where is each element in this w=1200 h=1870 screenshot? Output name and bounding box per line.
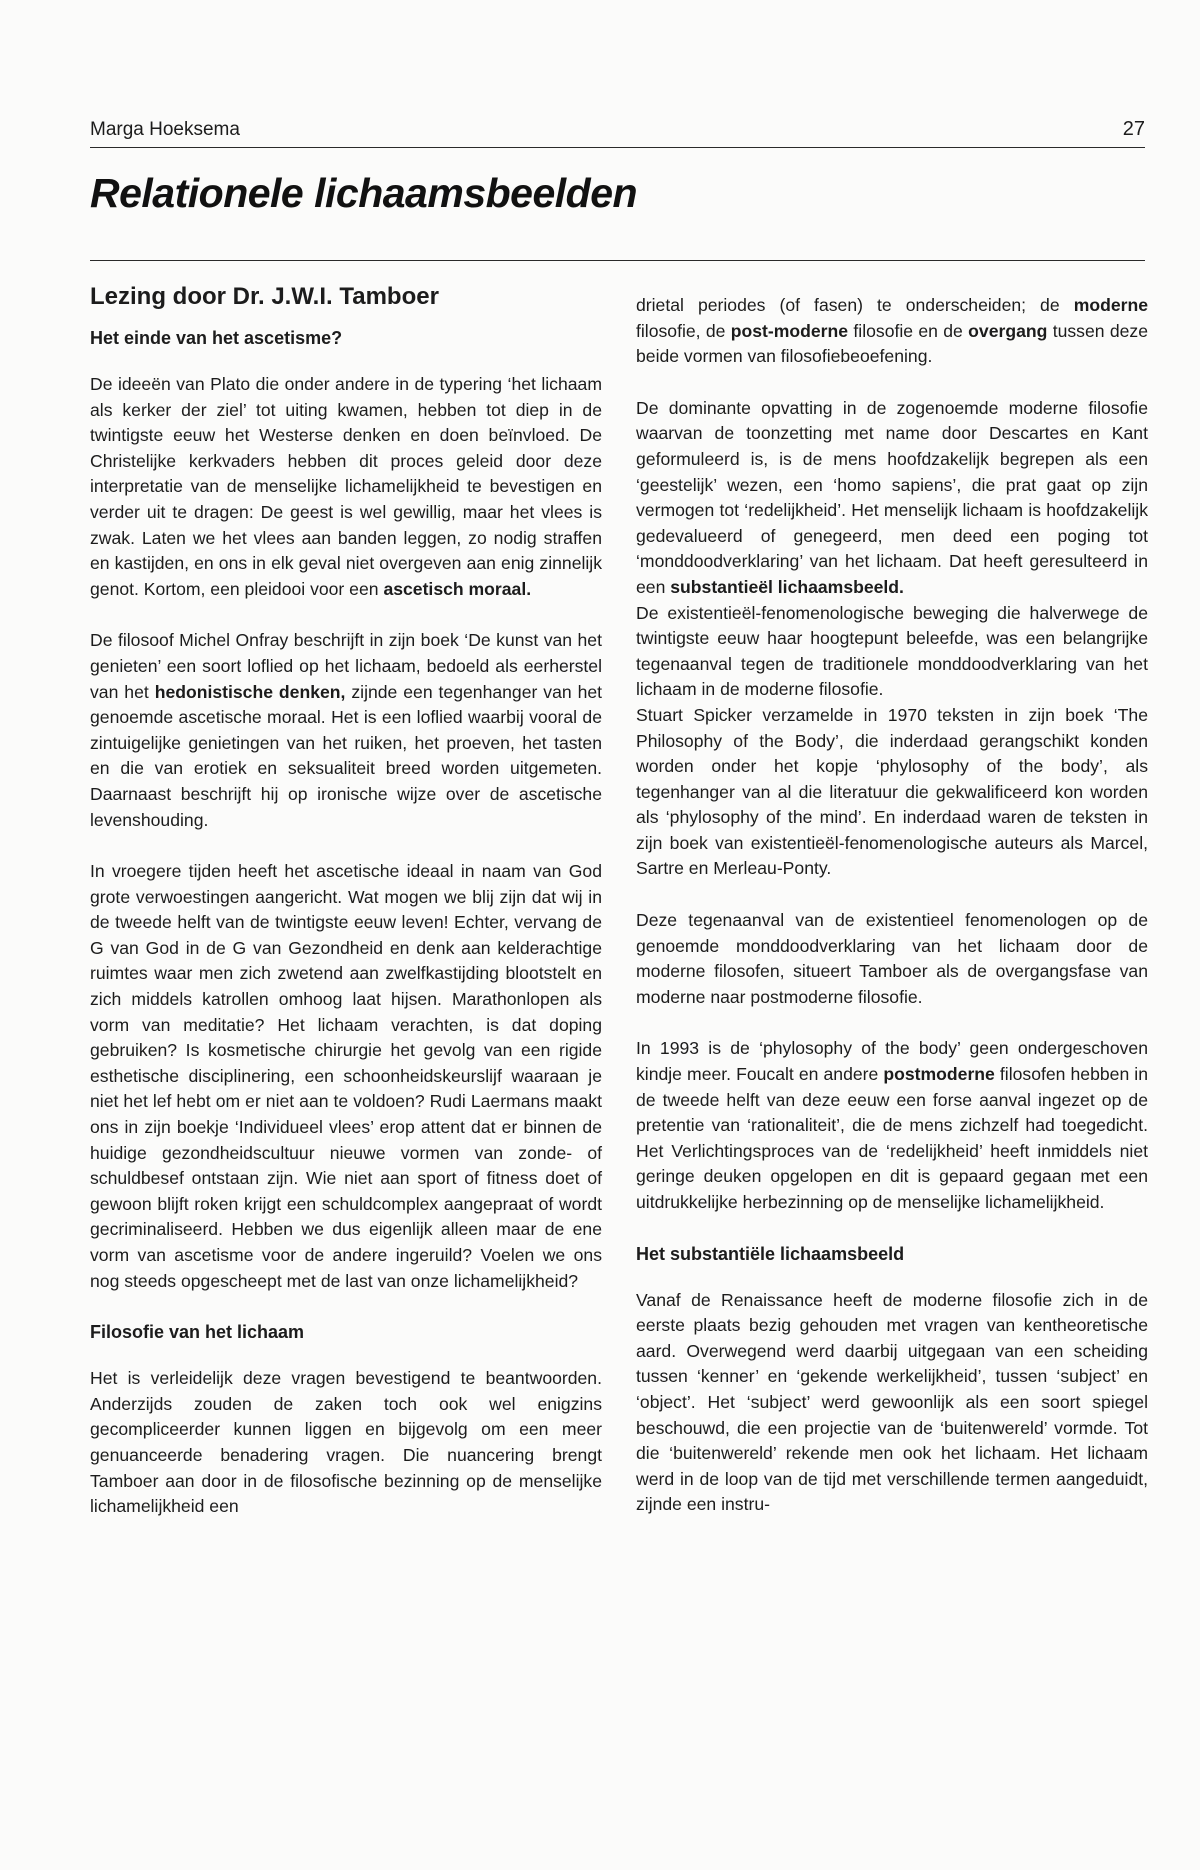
paragraph-text: tussen deze beide vormen van filosofiebeoefening. — [636, 320, 1149, 367]
paragraph — [90, 372, 602, 602]
paragraph-text: zijnde een tegenhanger van het genoemde ascetische moraal. Het is een loflied waarbij vooral de zintuigelijke genietingen van het ruiken, het proeven, het tasten en die van erotiek en seksualiteit breed worden uitgemeten. Daarnaast beschrijft hij op ironische wijze over de ascetische levenshouding. — [90, 681, 603, 830]
bold-term: hedonistische denken, — [154, 681, 346, 702]
paragraph: Het is verleidelijk deze vragen bevestigend te beantwoorden. Anderzijds zouden de zaken toch ook wel enigzins gecompliceerder kunnen liggen en bijgevolg om een meer genuanceerde benadering vragen. Die nuancering brengt Tamboer aan door in de filosofische bezinning op de menselijke lichamelijkheid een — [90, 1368, 602, 1517]
header-author: Marga Hoeksema — [90, 119, 240, 140]
left-column — [90, 282, 602, 1520]
bold-term: substantieël lichaamsbeeld. — [670, 576, 904, 597]
bold-term: moderne — [1073, 295, 1148, 315]
paragraph — [90, 628, 602, 833]
article-title: Relationele lichaamsbeelden — [90, 170, 638, 216]
paragraph — [636, 396, 1148, 882]
paragraph — [636, 1036, 1148, 1215]
paragraph-text: De filosoof Michel Onfray beschrijft in zijn boek ‘De kunst van het genieten’ een soort loflied op het lichaam, bedoeld als eerherstel van het — [90, 630, 602, 702]
title-rule — [90, 260, 1145, 261]
paragraph-text: In 1993 is de ‘phylosophy of the body’ geen ondergeschoven kindje meer. Foucalt en andere — [636, 1038, 1148, 1085]
bold-term: ascetisch moraal. — [383, 578, 532, 599]
paragraph-text: De ideeën van Plato die onder andere in de typering ‘het lichaam als kerker der ziel’ tot uiting kwamen, hebben tot diep in de twintigste eeuw het Westerse denken en doen beïnvloed. De Christelijke kerkvaders hebben dit proces geleid door deze interpretatie van de menselijke lichamelijkheid te bevestigen en verder uit te dragen: De geest is wel gewillig, maar het vlees is zwak. Laten we het vlees aan banden leggen, zo nodig straffen en kastijden, en ons in elk geval niet overgeven aan enig zinnelijk genot. Kortom, een pleidooi voor een — [90, 374, 602, 599]
paragraph: In vroegere tijden heeft het ascetische ideaal in naam van God grote verwoestingen aangericht. Wat mogen we blij zijn dat wij in de tweede helft van de twintigste eeuw leven! Echter, vervang de G van God in de G van Gezondheid en denk aan kelderachtige ruimtes waar men zich zwetend aan zwelfkastijding blootstelt en zich middels katrollen omhoog laat hijsen. Marathonlopen als vorm van meditatie? Het lichaam verachten, is dat doping gebruiken? Is kosmetische chirurgie het gevolg van een rigide esthetische disciplinering, een schoonheidskeurslijf waaraan je niet het lef hebt om er niet aan te voldoen? Rudi Laermans maakt ons in zijn boekje ‘Individueel vlees’ erop attent dat er binnen de huidige gezondheidscultuur nieuwe vormen van zonde- of schuldbesef ontstaan zijn. Wie niet aan sport of fitness doet of gewoon blijft roken krijgt een schuldcomplex aangepraat of wordt gecriminaliseerd. Hebben we dus eigenlijk alleen maar de ene vorm van ascetisme voor de andere ingeruild? Voelen we ons nog steeds opgescheept met de last van onze lichamelijkheid? — [90, 861, 602, 1291]
bold-term: overgang — [968, 320, 1048, 341]
section-heading-filosofie: Filosofie van het lichaam — [90, 1322, 305, 1343]
right-column — [636, 293, 1148, 1518]
section-heading-substantiele: Het substantiële lichaamsbeeld — [636, 1243, 905, 1264]
page-number: 27 — [1122, 118, 1145, 140]
paragraph-text: filosofie, de — [636, 320, 726, 341]
bold-term: postmoderne — [883, 1064, 995, 1085]
paragraph-text: filosofen hebben in de tweede helft van deze eeuw een forse aanval ingezet op de pretentie van ‘rationaliteit’, die de mens zichzelf had toegedicht. Het Verlichtingsproces van de ‘redelijkheid’ heeft inmiddels niet geringe deuken opgelopen en dit is gepaard gegaan met een uitdrukkelijke herbezinning op de menselijke lichamelijkheid. — [636, 1064, 1148, 1212]
paragraph-text: filosofie en de — [853, 320, 963, 341]
lecture-subtitle: Lezing door Dr. J.W.I. Tamboer — [90, 283, 439, 310]
paragraph-text: De existentieël-fenomenologische beweging die halverwege de twintigste eeuw haar hoogtepunt beleefde, was een belangrijke tegenaanval tegen de traditionele monddoodverklaring van het lichaam in de moderne filosofie. — [636, 602, 1148, 700]
paragraph-text: De dominante opvatting in de zogenoemde moderne filosofie waarvan de toonzetting met name door Descartes en Kant geformuleerd is, is de mens hoofdzakelijk begrepen als een ‘geestelijk’ wezen, een ‘homo sapiens’, die prat gaat op zijn vermogen tot ‘redelijkheid’. Het menselijk lichaam is hoofdzakelijk gedevalueerd of genegeerd, men deed een poging tot ‘monddoodverklaring’ van het lichaam. Dat heeft geresulteerd in een — [636, 397, 1148, 597]
paragraph-text: Stuart Spicker verzamelde in 1970 teksten in zijn boek ‘The Philosophy of the Body’, die inderdaad gerangschikt konden worden onder het kopje ‘phylosophy of the body’, als tegenhanger van al die literatuur die gekwalificeerd kon worden als ‘phylosophy of the mind’. En inderdaad waren de teksten in zijn boek van existentieël-fenomenologische auteurs als Marcel, Sartre en Merleau-Ponty. — [636, 704, 1148, 879]
running-header — [90, 112, 1145, 148]
paragraph: Vanaf de Renaissance heeft de moderne filosofie zich in de eerste plaats bezig gehouden met vragen van kentheoretische aard. Overwegend werd daarbij uitgegaan van een scheiding tussen ‘kenner’ en ‘gekende werkelijkheid’, tussen ‘subject’ en ‘object’. Het ‘subject’ werd gewoonlijk als een soort spiegel beschouwd, die een projectie van de ‘buitenwereld’ vormde. Tot die ‘buitenwereld’ rekende men ook het lichaam. Het lichaam werd in de loop van de tijd met verschillende termen aangeduidt, zijnde een instru- — [636, 1289, 1148, 1515]
paragraph — [636, 293, 1148, 370]
paragraph: Deze tegenaanval van de existentieel fenomenologen op de genoemde monddoodverklaring van het lichaam door de moderne filosofen, situeert Tamboer als de overgangsfase van moderne naar postmoderne filosofie. — [636, 910, 1148, 1007]
section-heading-ascetisme: Het einde van het ascetisme? — [90, 328, 343, 348]
paragraph-text: drietal periodes (of fasen) te onderscheiden; de — [636, 295, 1060, 315]
bold-term: post-moderne — [730, 320, 849, 341]
